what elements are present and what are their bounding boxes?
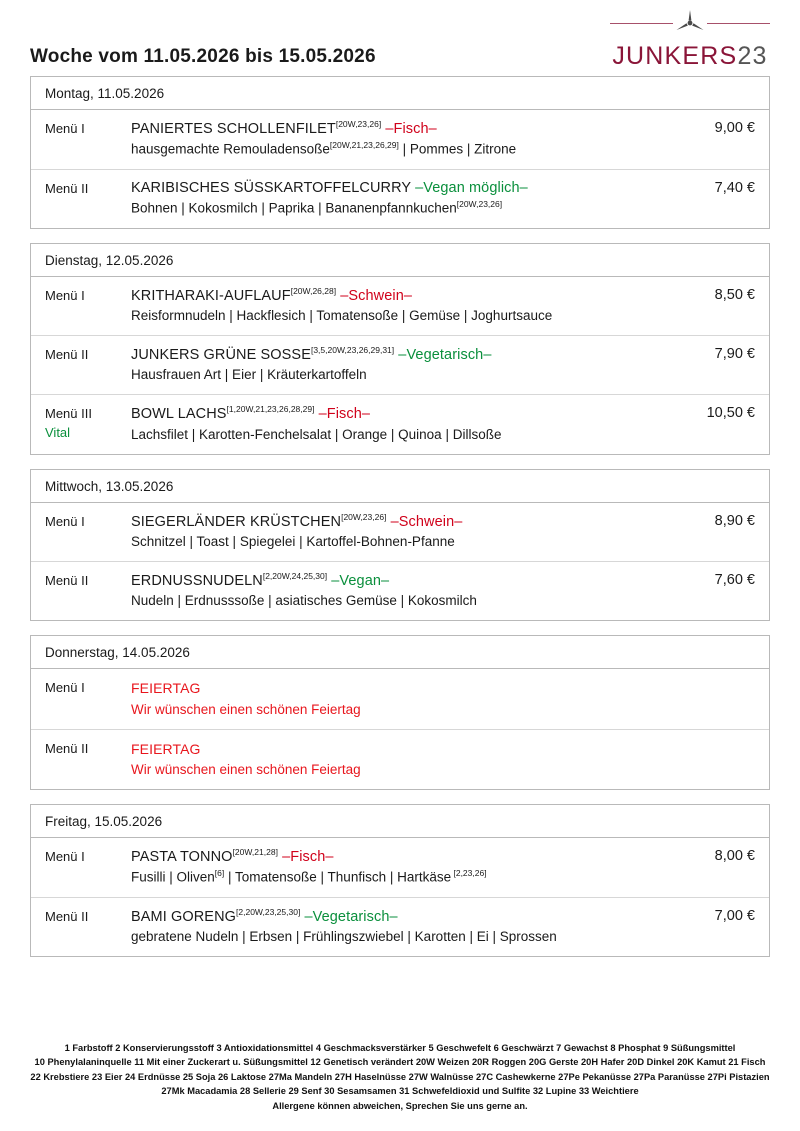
allergen-ref: [1,20W,21,23,26,28,29] (226, 404, 315, 415)
menu-body (131, 119, 681, 160)
diet-tag: –Fisch– (318, 406, 371, 423)
menu-dish-name: PASTA TONNO (131, 848, 233, 865)
menu-body (131, 571, 681, 611)
menu-row (31, 110, 769, 170)
menu-description (131, 307, 671, 326)
menu-body (131, 847, 681, 888)
menu-price: 8,00 € (714, 848, 755, 865)
menu-row (31, 277, 769, 336)
menu-description-text: Schnitzel | Toast | Spiegelei | Kartoffel-Bohnen-Pfanne (131, 533, 455, 549)
day-box (30, 469, 770, 622)
menu-description (131, 199, 671, 218)
menu-description-cont: | Pommes | Zitrone (398, 141, 517, 157)
day-header: Dienstag, 12.05.2026 (31, 244, 769, 277)
menu-label-text: Menü II (45, 908, 89, 924)
menu-label (45, 119, 131, 139)
day-header: Mittwoch, 13.05.2026 (31, 470, 769, 503)
menu-body (131, 678, 681, 719)
legend-line: Allergene können abweichen, Sprechen Sie uns gerne an. (272, 1100, 528, 1111)
allergen-ref: [20W,21,23,26,29] (329, 140, 399, 151)
menu-description (131, 426, 671, 445)
legend-line: 1 Farbstoff 2 Konservierungsstoff 3 Antioxidationsmittel 4 Geschmacksverstärker 5 Geschwefelt 6 Geschwärzt 7 Gewachst 8 Phosphat 9 Süßungsmittel (64, 1042, 736, 1053)
menu-dish-name: FEIERTAG (131, 680, 201, 697)
legend-line: 22 Krebstiere 23 Eier 24 Erdnüsse 25 Soja 26 Laktose 27Ma Mandeln 27H Haselnüsse 27W Walnüsse 27C Cashewkerne 27Pe Pekanüsse 27Pa Paranüsse 27Pi Pistazien (30, 1071, 770, 1082)
brand-number: 23 (737, 42, 768, 70)
menu-price (681, 678, 755, 679)
allergen-ref: [20W,23,26] (335, 119, 382, 129)
brand-name: JUNKERS (612, 42, 738, 70)
logo-rule-left (610, 23, 673, 24)
menu-row (31, 669, 769, 729)
menu-title (131, 179, 671, 199)
menu-description (131, 761, 671, 780)
menu-price (681, 739, 755, 740)
menu-label (45, 847, 131, 867)
menu-label-text: Menü I (45, 680, 85, 696)
menu-title (131, 678, 671, 700)
menu-label-text: Menü I (45, 287, 85, 303)
menu-dish-name: KRITHARAKI-AUFLAUF (131, 287, 291, 304)
menu-title (131, 571, 671, 591)
menu-body (131, 907, 681, 947)
menu-price: 10,50 € (706, 405, 755, 422)
menu-row (31, 336, 769, 395)
menu-description-cont: | Tomatensoße | Thunfisch | Hartkäse (224, 869, 452, 885)
menu-description (131, 592, 671, 611)
menu-row (31, 730, 769, 789)
menu-description (131, 928, 671, 947)
brand-logo (610, 6, 770, 71)
allergen-ref: [20W,23,26] (456, 199, 503, 210)
diet-tag: –Schwein– (390, 513, 463, 530)
menu-title (131, 345, 671, 365)
menu-price: 7,40 € (714, 179, 755, 196)
legend-line: 27Mk Macadamia 28 Sellerie 29 Senf 30 Sesamsamen 31 Schwefeldioxid und Sulfite 32 Lupine 33 Weichtiere (161, 1086, 639, 1097)
menu-description (131, 366, 671, 385)
allergen-ref: [6] (214, 868, 225, 879)
diet-tag: –Vegetarisch– (398, 346, 492, 363)
menu-label-text: Menü III (45, 406, 92, 422)
day-header: Donnerstag, 14.05.2026 (31, 636, 769, 669)
menu-body (131, 739, 681, 780)
menu-description-text: Wir wünschen einen schönen Feiertag (131, 762, 361, 778)
allergen-ref: [20W,21,28] (232, 847, 278, 858)
menu-description-text: Hausfrauen Art | Eier | Kräuterkartoffeln (131, 367, 367, 383)
day-header: Montag, 11.05.2026 (31, 77, 769, 110)
menu-label (45, 179, 131, 199)
menu-label (45, 739, 131, 759)
menu-price: 7,90 € (714, 346, 755, 363)
menu-price: 7,00 € (714, 907, 755, 924)
menu-title (131, 404, 671, 424)
menu-dish-name: PANIERTES SCHOLLENFILET (131, 120, 336, 137)
menu-label (45, 678, 131, 698)
menu-description-text: Nudeln | Erdnusssoße | asiatisches Gemüse | Kokosmilch (131, 593, 477, 609)
menu-label-text: Menü II (45, 347, 89, 363)
day-box (30, 635, 770, 790)
menu-title (131, 286, 671, 306)
menu-dish-name: ERDNUSSNUDELN (131, 572, 263, 589)
menu-price: 7,60 € (714, 571, 755, 588)
menu-row (31, 898, 769, 956)
menu-title (131, 907, 671, 927)
menu-row (31, 838, 769, 898)
menu-price: 8,90 € (714, 512, 755, 529)
menu-description-text: Reisformnudeln | Hackflesich | Tomatensoße | Gemüse | Joghurtsauce (131, 308, 553, 324)
diet-tag: –Fisch– (385, 120, 437, 137)
menu-description-text: Wir wünschen einen schönen Feiertag (131, 701, 361, 717)
menu-description-text: Fusilli | Oliven (131, 869, 215, 885)
menu-row (31, 503, 769, 562)
menu-dish-name: KARIBISCHES SÜSSKARTOFFELCURRY (131, 179, 411, 196)
menu-dish-name: JUNKERS GRÜNE SOSSE (131, 346, 311, 363)
menu-dish-name: BAMI GORENG (131, 908, 237, 925)
diet-tag: –Schwein– (340, 287, 413, 304)
menu-body (131, 286, 681, 326)
diet-tag: –Vegan möglich– (415, 179, 528, 196)
menu-description-text: Bohnen | Kokosmilch | Paprika | Bananenpfannkuchen (131, 200, 457, 216)
menu-label-text: Menü I (45, 849, 85, 865)
menu-description (131, 140, 671, 159)
menu-list (30, 76, 770, 971)
diet-tag: –Vegetarisch– (304, 908, 398, 925)
menu-title (131, 847, 671, 867)
menu-label (45, 404, 131, 443)
menu-title (131, 512, 671, 532)
menu-dish-name: BOWL LACHS (131, 406, 227, 423)
menu-description (131, 533, 671, 552)
menu-description-text: Lachsfilet | Karotten-Fenchelsalat | Orange | Quinoa | Dillsoße (131, 426, 502, 442)
menu-title (131, 119, 671, 139)
menu-label-text: Menü II (45, 180, 89, 196)
menu-label (45, 286, 131, 306)
menu-sublabel: Vital (45, 425, 71, 441)
menu-price: 9,00 € (714, 120, 755, 136)
menu-label-text: Menü II (45, 740, 89, 756)
allergen-ref: [2,23,26] (451, 868, 487, 879)
menu-description (131, 868, 671, 887)
menu-label-text: Menü I (45, 121, 85, 136)
logo-rule (610, 6, 770, 40)
allergen-ref: [3,5,20W,23,26,29,31] (310, 345, 395, 356)
menu-description (131, 701, 671, 720)
menu-label (45, 907, 131, 927)
allergen-legend (30, 1041, 770, 1113)
allergen-ref: [2,20W,24,25,30] (262, 570, 328, 581)
propeller-icon (673, 8, 707, 38)
menu-title (131, 739, 671, 761)
diet-tag: –Fisch– (282, 848, 334, 865)
day-header: Freitag, 15.05.2026 (31, 805, 769, 838)
menu-price: 8,50 € (714, 286, 755, 303)
menu-label (45, 345, 131, 365)
allergen-ref: [20W,26,28] (290, 285, 337, 296)
menu-label (45, 512, 131, 532)
menu-row (31, 395, 769, 453)
menu-dish-name: FEIERTAG (131, 740, 201, 757)
page-title: Woche vom 11.05.2026 bis 15.05.2026 (30, 46, 376, 67)
menu-description-text: gebratene Nudeln | Erbsen | Frühlingszwiebel | Karotten | Ei | Sprossen (131, 929, 557, 945)
menu-dish-name: SIEGERLÄNDER KRÜSTCHEN (131, 513, 342, 530)
menu-label-text: Menü II (45, 572, 89, 588)
logo-rule-right (707, 23, 770, 24)
day-box (30, 76, 770, 229)
day-box (30, 804, 770, 957)
menu-body (131, 345, 681, 385)
brand-wordmark (610, 42, 770, 71)
allergen-ref: [20W,23,26] (341, 511, 387, 522)
menu-body (131, 404, 681, 444)
menu-label-text: Menü I (45, 513, 85, 529)
diet-tag: –Vegan– (331, 572, 390, 589)
menu-body (131, 179, 681, 219)
allergen-ref: [2,20W,23,25,30] (236, 906, 301, 917)
menu-row (31, 562, 769, 620)
legend-line: 10 Phenylalaninquelle 11 Mit einer Zuckerart u. Süßungsmittel 12 Genetisch verändert 20W Weizen 20R Roggen 20G Gerste 20H Hafer 20D Dinkel 20K Kamut 21 Fisch (34, 1057, 766, 1068)
menu-body (131, 512, 681, 552)
menu-row (31, 170, 769, 228)
day-box (30, 243, 770, 455)
menu-label (45, 571, 131, 591)
menu-description-text: hausgemachte Remouladensoße (131, 141, 330, 157)
